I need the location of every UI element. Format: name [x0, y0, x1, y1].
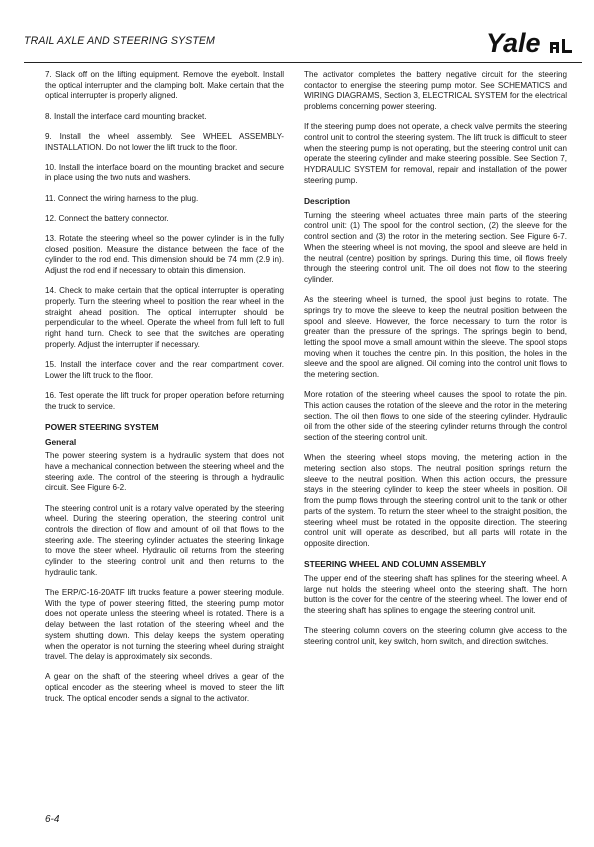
- paragraph: The steering control unit is a rotary valve operated by the steering wheel. During the steering operation, the steering control unit controls the direction of flow and amount of oil that flows to the steering axle. The steering cylinder actuates the steering linkage to move the steer wheel. Hydraulic oil returns from the steering cylinder to the steering control unit and then returns to the hydraulic tank.: [45, 503, 284, 577]
- paragraph: 7. Slack off on the lifting equipment. Remove the eyebolt. Install the optical interrupter and the clamping bolt. Make certain that the optical interrupter is properly aligned.: [45, 70, 284, 101]
- paragraph: When the steering wheel stops moving, the metering action in the metering section also stops. The neutral position springs return the sleeve to the neutral position. When this action occurs, the pressure stays in the steering cylinder to keep the steer wheels in position. Oil from the pump flows through the steering control unit to the tank or other parts of the system. To return the steer wheel to the straight position, the steering wheel must be rotated in the opposite direction. The steering control unit will operate as described, but all parts will rotate in the opposite direction.: [304, 453, 567, 548]
- paragraph: As the steering wheel is turned, the spool just begins to rotate. The springs try to move the sleeve to keep the neutral position between the spool and sleeve. However, the force necessary to turn the rotor is greater than the pressure of the springs. The springs begin to bend, letting the spool move a small amount within the sleeve. The spool stops moving when it touches the centre pin. In this position, the holes in the sleeve and the spool are aligned. Oil coming into the control unit flows to the metering section.: [304, 295, 567, 380]
- paragraph: 13. Rotate the steering wheel so the power cylinder is in the fully closed position. Measure the distance between the face of the cylinder to the rod end. This dimension should be 74 mm (2.9 in). Adjust the rod end if necessary to obtain this dimension.: [45, 234, 284, 276]
- section-heading: Description: [304, 196, 351, 207]
- paragraph: 15. Install the interface cover and the rear compartment cover. Lower the lift truck to the floor.: [45, 360, 284, 380]
- section-heading: STEERING WHEEL AND COLUMN ASSEMBLY: [304, 559, 487, 570]
- paragraph: The steering column covers on the steering column give access to the steering control unit, key switch, horn switch, and direction switches.: [304, 626, 567, 646]
- paragraph: 9. Install the wheel assembly. See WHEEL ASSEMBLY-INSTALLATION. Do not lower the lift truck to the floor.: [45, 131, 284, 152]
- header-divider: [24, 62, 582, 63]
- paragraph: The power steering system is a hydraulic system that does not have a mechanical connection between the steering wheel and the steering axle. The control of the steering is through a hydraulic circuit. See Figure 6-2.: [45, 451, 284, 493]
- paragraph: The upper end of the steering shaft has splines for the steering wheel. A large nut holds the steering wheel onto the steering shaft. The horn button is the cover for the centre of the steering wheel. The lower end of the steering shaft has splines to engage the steering control unit.: [304, 573, 567, 615]
- paragraph: A gear on the shaft of the steering wheel drives a gear of the optical encoder as the steering wheel is moved to steer the lift truck. The optical encoder sends a signal to the activator.: [45, 672, 284, 703]
- svg-text:Yale: Yale: [486, 28, 541, 58]
- section-heading: POWER STEERING SYSTEM: [45, 421, 159, 432]
- paragraph: 11. Connect the wiring harness to the plug.: [45, 193, 199, 203]
- section-heading: General: [45, 436, 77, 447]
- paragraph: 14. Check to make certain that the optical interrupter is operating properly. Turn the steering wheel to position the rear wheel in the straight ahead position. The optical interrupter should be perpendicular to the wheel. Operate the wheel from full left to full right hand turn. Check to see that the switches are operating properly. Adjust the interrupter if necessary.: [45, 286, 284, 349]
- paragraph: If the steering pump does not operate, a check valve permits the steering control unit to control the steering system. The lift truck is difficult to steer when the steering pump is not operating, but the steering control unit can operate the steering cylinder and make steering possible. See Section 7, HYDRAULIC SYSTEM for removal, repair and installation of the power steering pump.: [304, 122, 567, 185]
- paragraph: The activator completes the battery negative circuit for the steering contactor to energise the steering pump motor. See SCHEMATICS and WIRING DIAGRAMS, Section 3, ELECTRICAL SYSTEM for the electrical problems concerning power steering.: [304, 70, 567, 112]
- paragraph: More rotation of the steering wheel causes the spool to rotate the pin. This action causes the rotation of the sleeve and the rotor in the metering section. The oil then flows to one side of the steering cylinder. Hydraulic oil from the other side of the steering cylinder returns through the control section of the steering control unit.: [304, 390, 567, 443]
- paragraph: 10. Install the interface board on the mounting bracket and secure in place using the two nuts and washers.: [45, 162, 284, 183]
- paragraph: 16. Test operate the lift truck for proper operation before returning the truck to service.: [45, 390, 284, 411]
- paragraph: Turning the steering wheel actuates three main parts of the steering control unit: (1) The spool for the control section, (2) the sleeve for the control section and (3) the rotor in the metering section. See Figure 6-7. When the steering wheel is not moving, the spool and sleeve are held in the neutral (centre) position by springs. During this time, oil flows freely through the steering control unit. The oil does not flow to the steering cylinder.: [304, 210, 567, 284]
- page-header: [24, 28, 584, 64]
- page-number: 6-4: [45, 814, 60, 825]
- paragraph: 12. Connect the battery connector.: [45, 213, 169, 223]
- left-column: [45, 70, 284, 714]
- paragraph: 8. Install the interface card mounting bracket.: [45, 111, 207, 121]
- right-column: [304, 70, 567, 657]
- yale-logo: [486, 28, 578, 65]
- section-title: TRAIL AXLE AND STEERING SYSTEM: [24, 35, 215, 47]
- paragraph: The ERP/C-16-20ATF lift trucks feature a power steering module. With the type of power steering fitted, the steering pump motor does not operate unless the steering wheel is rotated. There is a delay between the last rotation of the steering wheel and the system shutting down. This delay keeps the system operating when the operator is not turning the steering wheel during straight travel. The delay is approximately six seconds.: [45, 588, 284, 662]
